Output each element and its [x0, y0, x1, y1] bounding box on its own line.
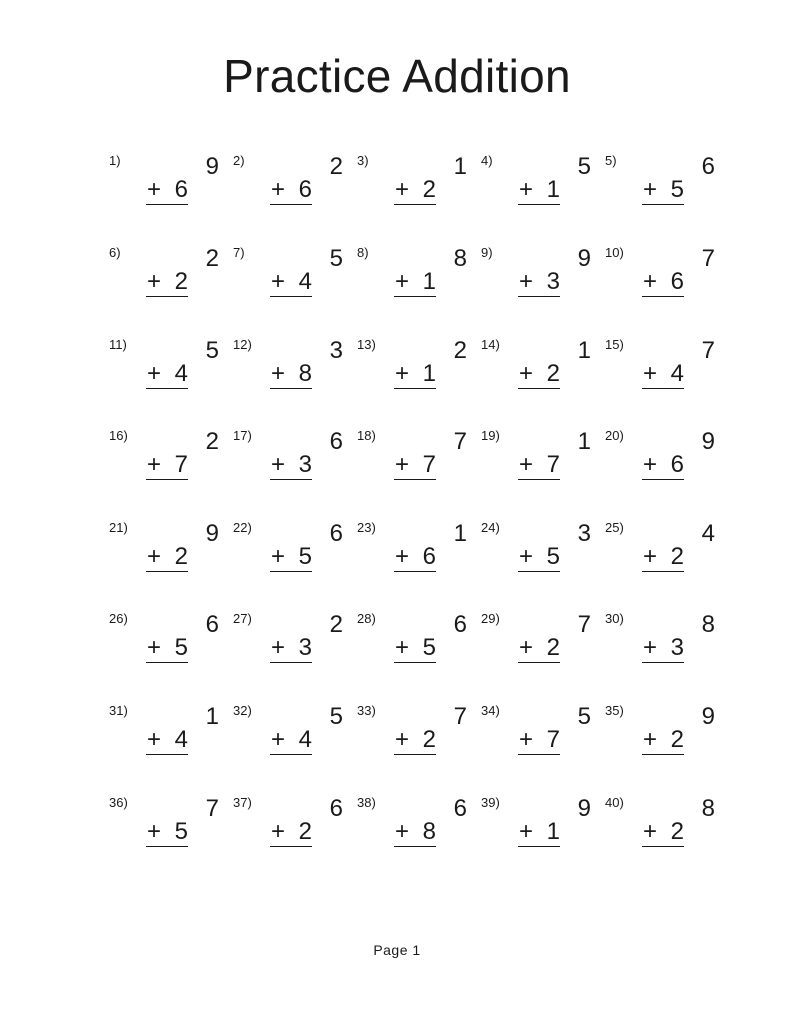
addend-line — [146, 726, 188, 755]
addend-line — [642, 451, 684, 480]
top-operand: 1 — [577, 428, 591, 455]
addend-line — [270, 818, 312, 847]
problem-11 — [109, 337, 219, 407]
bottom-operand: 6 — [670, 268, 684, 295]
bottom-operand: 2 — [670, 543, 684, 570]
bottom-operand: 5 — [174, 634, 188, 661]
bottom-operand: 1 — [546, 818, 560, 845]
bottom-operand: 2 — [422, 176, 436, 203]
problem-12 — [233, 337, 343, 407]
plus-sign: + — [519, 818, 534, 845]
problem-number: 35) — [605, 703, 624, 718]
problem-number: 6) — [109, 245, 121, 260]
top-operand: 8 — [453, 245, 467, 272]
plus-sign: + — [519, 726, 534, 753]
problem-36 — [109, 795, 219, 865]
bottom-operand: 3 — [298, 634, 312, 661]
problem-number: 5) — [605, 153, 617, 168]
plus-sign: + — [271, 726, 286, 753]
plus-sign: + — [643, 726, 658, 753]
top-operand: 6 — [329, 795, 343, 822]
plus-sign: + — [643, 634, 658, 661]
top-operand: 7 — [453, 703, 467, 730]
bottom-operand: 4 — [174, 360, 188, 387]
addend-line — [146, 176, 188, 205]
problem-number: 10) — [605, 245, 624, 260]
problem-number: 29) — [481, 611, 500, 626]
plus-sign: + — [271, 451, 286, 478]
plus-sign: + — [147, 543, 162, 570]
bottom-operand: 8 — [298, 360, 312, 387]
plus-sign: + — [519, 451, 534, 478]
bottom-operand: 2 — [174, 268, 188, 295]
problem-33 — [357, 703, 467, 773]
bottom-operand: 2 — [298, 818, 312, 845]
problem-number: 38) — [357, 795, 376, 810]
problem-number: 12) — [233, 337, 252, 352]
problem-number: 17) — [233, 428, 252, 443]
problem-15 — [605, 337, 715, 407]
problem-number: 2) — [233, 153, 245, 168]
plus-sign: + — [395, 176, 410, 203]
top-operand: 2 — [329, 611, 343, 638]
problem-8 — [357, 245, 467, 315]
bottom-operand: 7 — [546, 451, 560, 478]
problem-number: 40) — [605, 795, 624, 810]
top-operand: 7 — [701, 245, 715, 272]
top-operand: 6 — [205, 611, 219, 638]
problem-number: 25) — [605, 520, 624, 535]
problem-number: 4) — [481, 153, 493, 168]
top-operand: 9 — [577, 795, 591, 822]
top-operand: 7 — [701, 337, 715, 364]
plus-sign: + — [271, 818, 286, 845]
problem-21 — [109, 520, 219, 590]
problem-number: 20) — [605, 428, 624, 443]
top-operand: 6 — [329, 520, 343, 547]
bottom-operand: 5 — [422, 634, 436, 661]
bottom-operand: 5 — [670, 176, 684, 203]
problem-number: 21) — [109, 520, 128, 535]
problem-number: 15) — [605, 337, 624, 352]
top-operand: 9 — [577, 245, 591, 272]
plus-sign: + — [147, 360, 162, 387]
addend-line — [394, 818, 436, 847]
plus-sign: + — [519, 360, 534, 387]
bottom-operand: 2 — [670, 726, 684, 753]
problem-40 — [605, 795, 715, 865]
addend-line — [394, 634, 436, 663]
problem-31 — [109, 703, 219, 773]
bottom-operand: 4 — [174, 726, 188, 753]
bottom-operand: 5 — [174, 818, 188, 845]
bottom-operand: 2 — [670, 818, 684, 845]
top-operand: 9 — [701, 703, 715, 730]
addend-line — [146, 818, 188, 847]
plus-sign: + — [395, 451, 410, 478]
addend-line — [270, 360, 312, 389]
top-operand: 5 — [329, 703, 343, 730]
top-operand: 2 — [453, 337, 467, 364]
problem-25 — [605, 520, 715, 590]
plus-sign: + — [519, 634, 534, 661]
bottom-operand: 2 — [174, 543, 188, 570]
top-operand: 5 — [329, 245, 343, 272]
problem-4 — [481, 153, 591, 223]
top-operand: 2 — [205, 428, 219, 455]
plus-sign: + — [147, 451, 162, 478]
top-operand: 1 — [205, 703, 219, 730]
addend-line — [394, 360, 436, 389]
plus-sign: + — [395, 634, 410, 661]
problem-number: 31) — [109, 703, 128, 718]
bottom-operand: 3 — [546, 268, 560, 295]
top-operand: 9 — [205, 153, 219, 180]
addend-line — [270, 176, 312, 205]
page-footer: Page 1 — [373, 942, 421, 958]
plus-sign: + — [271, 360, 286, 387]
problem-16 — [109, 428, 219, 498]
top-operand: 4 — [701, 520, 715, 547]
problem-number: 13) — [357, 337, 376, 352]
problem-6 — [109, 245, 219, 315]
plus-sign: + — [147, 634, 162, 661]
plus-sign: + — [643, 451, 658, 478]
problem-30 — [605, 611, 715, 681]
top-operand: 3 — [577, 520, 591, 547]
addend-line — [146, 543, 188, 572]
problem-number: 26) — [109, 611, 128, 626]
addend-line — [394, 176, 436, 205]
bottom-operand: 2 — [546, 634, 560, 661]
problem-18 — [357, 428, 467, 498]
addend-line — [518, 451, 560, 480]
problem-number: 23) — [357, 520, 376, 535]
bottom-operand: 7 — [174, 451, 188, 478]
top-operand: 8 — [701, 795, 715, 822]
addend-line — [394, 268, 436, 297]
problem-number: 18) — [357, 428, 376, 443]
addend-line — [518, 543, 560, 572]
addend-line — [642, 543, 684, 572]
top-operand: 5 — [577, 153, 591, 180]
problem-13 — [357, 337, 467, 407]
plus-sign: + — [643, 176, 658, 203]
plus-sign: + — [271, 543, 286, 570]
plus-sign: + — [395, 543, 410, 570]
top-operand: 1 — [453, 153, 467, 180]
problem-number: 39) — [481, 795, 500, 810]
addend-line — [642, 634, 684, 663]
plus-sign: + — [519, 543, 534, 570]
plus-sign: + — [395, 818, 410, 845]
problem-23 — [357, 520, 467, 590]
top-operand: 2 — [329, 153, 343, 180]
plus-sign: + — [643, 543, 658, 570]
bottom-operand: 8 — [422, 818, 436, 845]
problem-number: 22) — [233, 520, 252, 535]
addend-line — [518, 268, 560, 297]
bottom-operand: 5 — [546, 543, 560, 570]
problem-1 — [109, 153, 219, 223]
addend-line — [642, 726, 684, 755]
top-operand: 7 — [205, 795, 219, 822]
plus-sign: + — [271, 634, 286, 661]
problem-24 — [481, 520, 591, 590]
addend-line — [146, 451, 188, 480]
problem-number: 28) — [357, 611, 376, 626]
addend-line — [642, 176, 684, 205]
problem-32 — [233, 703, 343, 773]
bottom-operand: 3 — [298, 451, 312, 478]
problem-number: 16) — [109, 428, 128, 443]
problem-38 — [357, 795, 467, 865]
problem-number: 36) — [109, 795, 128, 810]
top-operand: 6 — [453, 611, 467, 638]
problem-26 — [109, 611, 219, 681]
addend-line — [642, 268, 684, 297]
problem-27 — [233, 611, 343, 681]
top-operand: 1 — [453, 520, 467, 547]
problem-17 — [233, 428, 343, 498]
problem-number: 3) — [357, 153, 369, 168]
problem-number: 8) — [357, 245, 369, 260]
addend-line — [518, 818, 560, 847]
plus-sign: + — [147, 176, 162, 203]
addend-line — [518, 634, 560, 663]
addend-line — [642, 360, 684, 389]
bottom-operand: 1 — [422, 360, 436, 387]
problem-number: 24) — [481, 520, 500, 535]
addend-line — [394, 451, 436, 480]
plus-sign: + — [147, 726, 162, 753]
problem-2 — [233, 153, 343, 223]
problem-9 — [481, 245, 591, 315]
problem-20 — [605, 428, 715, 498]
problem-number: 32) — [233, 703, 252, 718]
addend-line — [146, 360, 188, 389]
addend-line — [146, 634, 188, 663]
plus-sign: + — [147, 818, 162, 845]
bottom-operand: 5 — [298, 543, 312, 570]
top-operand: 5 — [577, 703, 591, 730]
bottom-operand: 2 — [422, 726, 436, 753]
problem-28 — [357, 611, 467, 681]
plus-sign: + — [271, 176, 286, 203]
top-operand: 6 — [453, 795, 467, 822]
plus-sign: + — [519, 268, 534, 295]
addend-line — [518, 360, 560, 389]
plus-sign: + — [395, 360, 410, 387]
bottom-operand: 6 — [422, 543, 436, 570]
problem-22 — [233, 520, 343, 590]
top-operand: 2 — [205, 245, 219, 272]
bottom-operand: 4 — [670, 360, 684, 387]
problem-29 — [481, 611, 591, 681]
top-operand: 1 — [577, 337, 591, 364]
problem-number: 1) — [109, 153, 121, 168]
problem-number: 14) — [481, 337, 500, 352]
plus-sign: + — [643, 268, 658, 295]
bottom-operand: 4 — [298, 268, 312, 295]
bottom-operand: 2 — [546, 360, 560, 387]
bottom-operand: 1 — [546, 176, 560, 203]
problem-number: 19) — [481, 428, 500, 443]
problem-number: 11) — [109, 337, 127, 352]
addend-line — [270, 451, 312, 480]
addend-line — [518, 726, 560, 755]
problem-3 — [357, 153, 467, 223]
addend-line — [394, 726, 436, 755]
top-operand: 7 — [577, 611, 591, 638]
problem-number: 33) — [357, 703, 376, 718]
addend-line — [270, 726, 312, 755]
problem-10 — [605, 245, 715, 315]
addend-line — [270, 543, 312, 572]
addend-line — [270, 634, 312, 663]
addend-line — [518, 176, 560, 205]
plus-sign: + — [147, 268, 162, 295]
bottom-operand: 6 — [670, 451, 684, 478]
top-operand: 7 — [453, 428, 467, 455]
plus-sign: + — [395, 726, 410, 753]
problem-14 — [481, 337, 591, 407]
plus-sign: + — [519, 176, 534, 203]
bottom-operand: 7 — [422, 451, 436, 478]
addend-line — [270, 268, 312, 297]
problem-5 — [605, 153, 715, 223]
top-operand: 8 — [701, 611, 715, 638]
problem-7 — [233, 245, 343, 315]
bottom-operand: 4 — [298, 726, 312, 753]
problem-35 — [605, 703, 715, 773]
problem-19 — [481, 428, 591, 498]
bottom-operand: 6 — [298, 176, 312, 203]
top-operand: 5 — [205, 337, 219, 364]
problem-number: 27) — [233, 611, 252, 626]
problem-37 — [233, 795, 343, 865]
problem-number: 34) — [481, 703, 500, 718]
page-title: Practice Addition — [223, 50, 571, 102]
problem-number: 30) — [605, 611, 624, 626]
bottom-operand: 3 — [670, 634, 684, 661]
top-operand: 3 — [329, 337, 343, 364]
plus-sign: + — [643, 818, 658, 845]
bottom-operand: 1 — [422, 268, 436, 295]
top-operand: 6 — [701, 153, 715, 180]
problem-number: 7) — [233, 245, 245, 260]
problem-39 — [481, 795, 591, 865]
bottom-operand: 6 — [174, 176, 188, 203]
top-operand: 6 — [329, 428, 343, 455]
problem-34 — [481, 703, 591, 773]
addend-line — [146, 268, 188, 297]
problem-number: 9) — [481, 245, 493, 260]
top-operand: 9 — [205, 520, 219, 547]
plus-sign: + — [395, 268, 410, 295]
plus-sign: + — [643, 360, 658, 387]
plus-sign: + — [271, 268, 286, 295]
addend-line — [394, 543, 436, 572]
top-operand: 9 — [701, 428, 715, 455]
problem-number: 37) — [233, 795, 252, 810]
addend-line — [642, 818, 684, 847]
bottom-operand: 7 — [546, 726, 560, 753]
